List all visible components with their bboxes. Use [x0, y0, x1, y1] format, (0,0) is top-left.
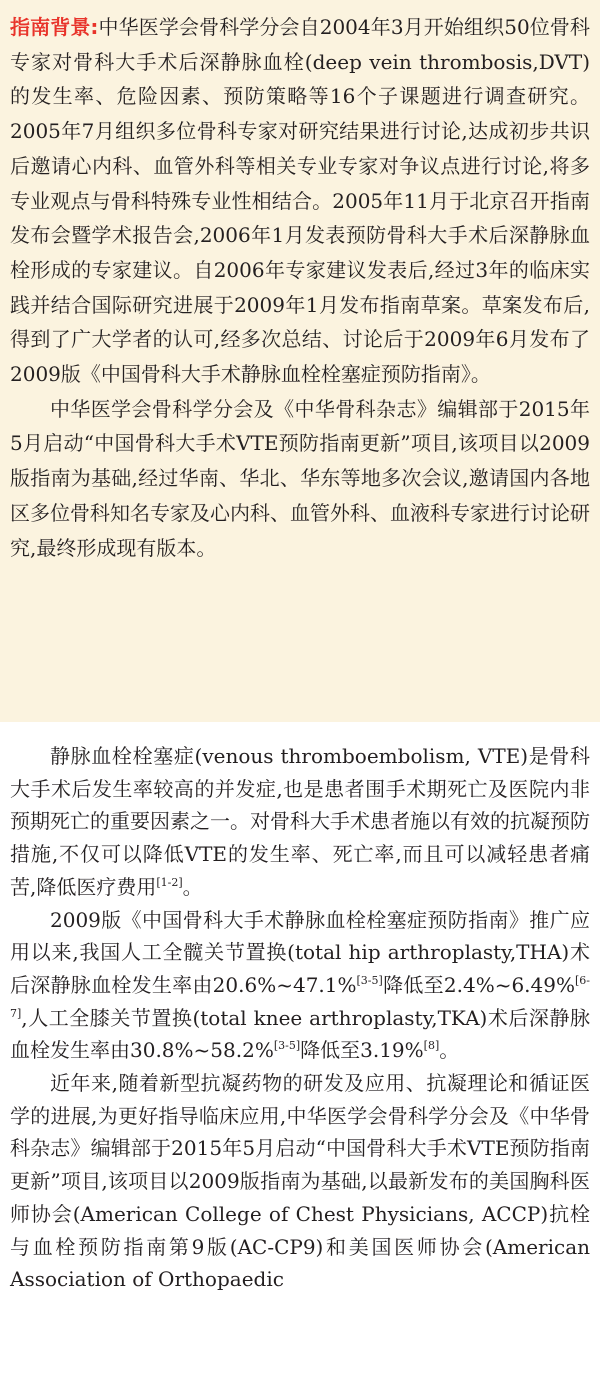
- body-paragraph-1-text: 静脉血栓栓塞症(venous thromboembolism, VTE)是骨科大手术后发生率较高的并发症,也是患者围手术期死亡及医院内非预期死亡的重要因素之一。对骨科大手术患者施以有效的抗凝预防措施,不仅可以降低VTE的发生率、死亡率,而且可以减轻患者痛苦,降低医疗费用: [10, 744, 590, 899]
- citation-ref: [3-5]: [356, 973, 383, 987]
- citation-ref: [6-7]: [10, 973, 591, 1020]
- citation-ref: [3-5]: [273, 1039, 301, 1053]
- main-text: [10, 740, 590, 1296]
- background-paragraph-2: 中华医学会骨科学分会及《中华骨科杂志》编辑部于2015年5月启动“中国骨科大手术VTE预防指南更新”项目,该项目以2009版指南为基础,经过华南、华北、华东等地多次会议,邀请国内各地区多位骨科知名专家及心内科、血管外科、血液科专家进行讨论研究,最终形成现有版本。: [10, 396, 590, 560]
- body-paragraph-1-end: 。: [182, 874, 203, 899]
- citation-ref: [8]: [423, 1039, 440, 1053]
- background-paragraph-1: [10, 10, 590, 392]
- body-paragraph-2-part-b: 降低至2.4%~6.49%: [382, 972, 575, 997]
- body-paragraph-2-end: 。: [439, 1038, 460, 1063]
- body-paragraph-3: 近年来,随着新型抗凝药物的研发及应用、抗凝理论和循证医学的进展,为更好指导临床应用,中华医学会骨科学分会及《中华骨科杂志》编辑部于2015年5月启动“中国骨科大手术VTE预防指南更新”项目,该项目以2009版指南为基础,以最新发布的美国胸科医师协会(American College of Chest Physicians, ACCP)抗栓与血栓预防指南第9版(AC-CP9)和美国医师协会(American Association of Orthopaedic: [10, 1071, 590, 1292]
- citation-ref: [1-2]: [156, 875, 183, 889]
- body-paragraph-2-part-d: 降低至3.19%: [300, 1038, 424, 1063]
- body-paragraph-1: [10, 740, 590, 904]
- background-text-1: 中华医学会骨科学分会自2004年3月开始组织50位骨科专家对骨科大手术后深静脉血栓(deep vein thrombosis,DVT)的发生率、危险因素、预防策略等16个子课题进行调查研究。2005年7月组织多位骨科专家对研究结果进行讨论,达成初步共识后邀请心内科、血管外科等相关专业专家对争议点进行讨论,将多专业观点与骨科特殊专业性相结合。2005年11月于北京召开指南发布会暨学术报告会,2006年1月发表预防骨科大手术后深静脉血栓形成的专家建议。自2006年专家建议发表后,经过3年的临床实践并结合国际研究进展于2009年1月发布指南草案。草案发布后,得到了广大学者的认可,经多次总结、讨论后于2009年6月发布了2009版《中国骨科大手术静脉血栓栓塞症预防指南》。: [10, 15, 590, 387]
- background-label: 指南背景:: [10, 15, 99, 39]
- body-paragraph-2-part-a: 2009版《中国骨科大手术静脉血栓栓塞症预防指南》推广应用以来,我国人工全髋关节置换(total hip arthroplasty,THA)术后深静脉血栓发生率由20.6%~47.1%: [10, 907, 590, 997]
- body-paragraph-2: [10, 904, 590, 1068]
- body-paragraph-2-part-c: ,人工全膝关节置换(total knee arthroplasty,TKA)术后深静脉血栓发生率由30.8%~58.2%: [10, 1005, 590, 1063]
